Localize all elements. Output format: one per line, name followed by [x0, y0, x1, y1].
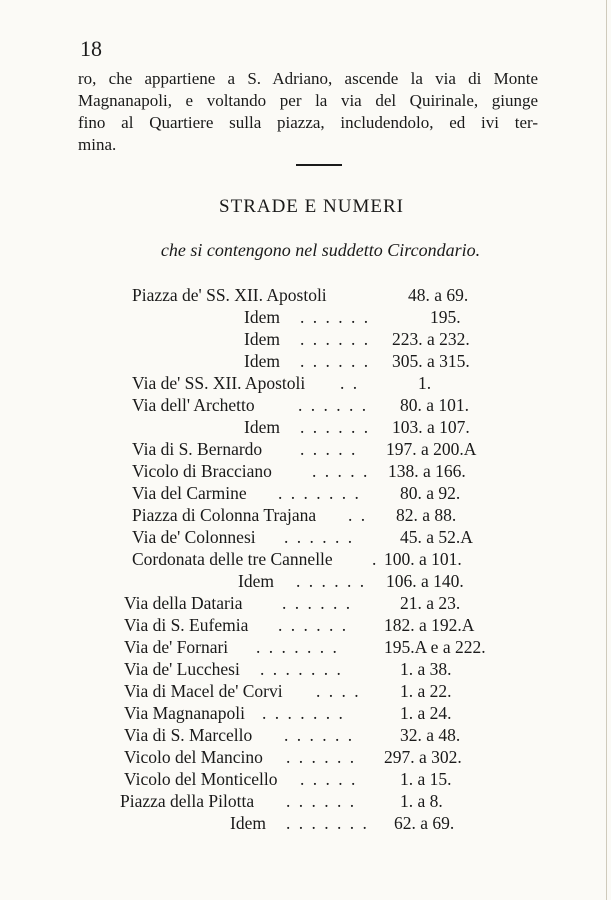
- leader-dots: . . . . .: [300, 439, 358, 459]
- street-name: Via di S. Eufemia: [124, 615, 249, 635]
- street-entry: [100, 570, 520, 592]
- leader-dots: . . . . . .: [300, 351, 371, 371]
- street-entry: [100, 394, 520, 416]
- street-list: [100, 284, 520, 834]
- street-numbers: 100. a 101.: [384, 549, 462, 569]
- street-numbers: 1. a 22.: [400, 681, 452, 701]
- street-numbers: 197. a 200.A: [386, 439, 477, 459]
- street-numbers: 103. a 107.: [392, 417, 470, 437]
- street-entry: [100, 306, 520, 328]
- street-entry: [100, 372, 520, 394]
- intro-line: fino al Quartiere sulla piazza, includendolo, ed ivi ter-: [78, 113, 538, 132]
- street-entry: [100, 438, 520, 460]
- street-numbers: 80. a 92.: [400, 483, 461, 503]
- section-divider: [296, 164, 342, 166]
- leader-dots: . .: [348, 505, 368, 525]
- page-edge: [606, 0, 607, 900]
- street-name: Piazza de' SS. XII. Apostoli: [132, 285, 327, 305]
- street-numbers: 80. a 101.: [400, 395, 470, 415]
- street-name: Via di S. Marcello: [124, 725, 253, 745]
- street-name: Piazza di Colonna Trajana: [132, 505, 317, 525]
- street-numbers: 1. a 15.: [400, 769, 452, 789]
- street-numbers: 45. a 52.A: [400, 527, 473, 547]
- intro-line: ro, che appartiene a S. Adriano, ascende la via di Monte: [78, 69, 538, 88]
- street-numbers: 223. a 232.: [392, 329, 470, 349]
- street-entry: [100, 658, 520, 680]
- street-name: Via de' SS. XII. Apostoli: [132, 373, 306, 393]
- intro-paragraph: [78, 68, 538, 156]
- leader-dots: . . . . . .: [300, 417, 371, 437]
- street-numbers: 297. a 302.: [384, 747, 462, 767]
- street-entry: [100, 790, 520, 812]
- leader-dots: . . . . .: [300, 769, 358, 789]
- leader-dots: . . . .: [316, 681, 361, 701]
- street-name: Vicolo del Monticello: [124, 769, 278, 789]
- leader-dots: . . . . . .: [286, 791, 357, 811]
- intro-line: Magnanapoli, e voltando per la via del Quirinale, giunge: [78, 91, 538, 110]
- street-numbers: 138. a 166.: [388, 461, 466, 481]
- leader-dots: . . . . . .: [300, 307, 371, 327]
- street-name: Via dell' Archetto: [132, 395, 255, 415]
- leader-dots: . . . . . . .: [278, 483, 361, 503]
- leader-dots: . . . . . . .: [260, 659, 343, 679]
- leader-dots: . . . . . .: [278, 615, 349, 635]
- street-name: Via della Dataria: [124, 593, 243, 613]
- street-name: Idem: [244, 329, 280, 349]
- street-name: Via de' Fornari: [124, 637, 229, 657]
- street-name: Idem: [238, 571, 274, 591]
- street-numbers: 62. a 69.: [394, 813, 455, 833]
- street-numbers: 82. a 88.: [396, 505, 457, 525]
- street-entry: [100, 504, 520, 526]
- street-name: Vicolo di Bracciano: [132, 461, 272, 481]
- street-name: Via del Carmine: [132, 483, 247, 503]
- section-heading: STRADE E NUMERI: [219, 196, 404, 217]
- street-name: Via di Macel de' Corvi: [124, 681, 283, 701]
- leader-dots: . . . . . .: [284, 725, 355, 745]
- street-entry: [100, 636, 520, 658]
- street-entry: [100, 284, 520, 306]
- street-name: Via Magnanapoli: [124, 703, 245, 723]
- leader-dots: . . . . . . .: [286, 813, 369, 833]
- leader-dots: . . . . . .: [298, 395, 369, 415]
- street-name: Via de' Lucchesi: [124, 659, 240, 679]
- street-name: Idem: [230, 813, 266, 833]
- street-entry: [100, 746, 520, 768]
- street-name: Piazza della Pilotta: [120, 791, 255, 811]
- street-entry: [100, 548, 520, 570]
- street-entry: [100, 812, 520, 834]
- section-subheading: che si contengono nel suddetto Circondario.: [160, 240, 481, 260]
- street-numbers: 182. a 192.A: [384, 615, 475, 635]
- street-entry: [100, 680, 520, 702]
- street-name: Idem: [244, 307, 280, 327]
- street-numbers: 1.: [418, 373, 432, 393]
- street-name: Via de' Colonnesi: [132, 527, 256, 547]
- street-numbers: 195.A e a 222.: [384, 637, 486, 657]
- street-name: Idem: [244, 351, 280, 371]
- street-numbers: 305. a 315.: [392, 351, 470, 371]
- leader-dots: . .: [340, 373, 360, 393]
- street-entry: [100, 416, 520, 438]
- leader-dots: . . . . . .: [284, 527, 355, 547]
- street-name: Idem: [244, 417, 280, 437]
- page-number: 18: [80, 36, 102, 61]
- street-name: Cordonata delle tre Cannelle: [132, 549, 333, 569]
- street-entry: [100, 592, 520, 614]
- leader-dots: . . . . . .: [282, 593, 353, 613]
- street-entry: [100, 702, 520, 724]
- street-name: Vicolo del Mancino: [124, 747, 263, 767]
- street-entry: [100, 482, 520, 504]
- street-numbers: 1. a 24.: [400, 703, 452, 723]
- street-numbers: 1. a 8.: [400, 791, 443, 811]
- street-numbers: 195.: [430, 307, 461, 327]
- leader-dots: .: [372, 549, 379, 569]
- leader-dots: . . . . . .: [286, 747, 357, 767]
- street-entry: [100, 614, 520, 636]
- street-numbers: 21. a 23.: [400, 593, 461, 613]
- leader-dots: . . . . . . .: [262, 703, 345, 723]
- street-numbers: 1. a 38.: [400, 659, 452, 679]
- street-entry: [100, 526, 520, 548]
- street-numbers: 32. a 48.: [400, 725, 461, 745]
- street-name: Via di S. Bernardo: [132, 439, 263, 459]
- street-numbers: 48. a 69.: [408, 285, 469, 305]
- street-entry: [100, 328, 520, 350]
- street-entry: [100, 768, 520, 790]
- leader-dots: . . . . .: [312, 461, 370, 481]
- intro-line: mina.: [78, 135, 117, 154]
- leader-dots: . . . . . . .: [256, 637, 339, 657]
- street-numbers: 106. a 140.: [386, 571, 464, 591]
- leader-dots: . . . . . .: [296, 571, 367, 591]
- leader-dots: . . . . . .: [300, 329, 371, 349]
- street-entry: [100, 724, 520, 746]
- street-entry: [100, 350, 520, 372]
- street-entry: [100, 460, 520, 482]
